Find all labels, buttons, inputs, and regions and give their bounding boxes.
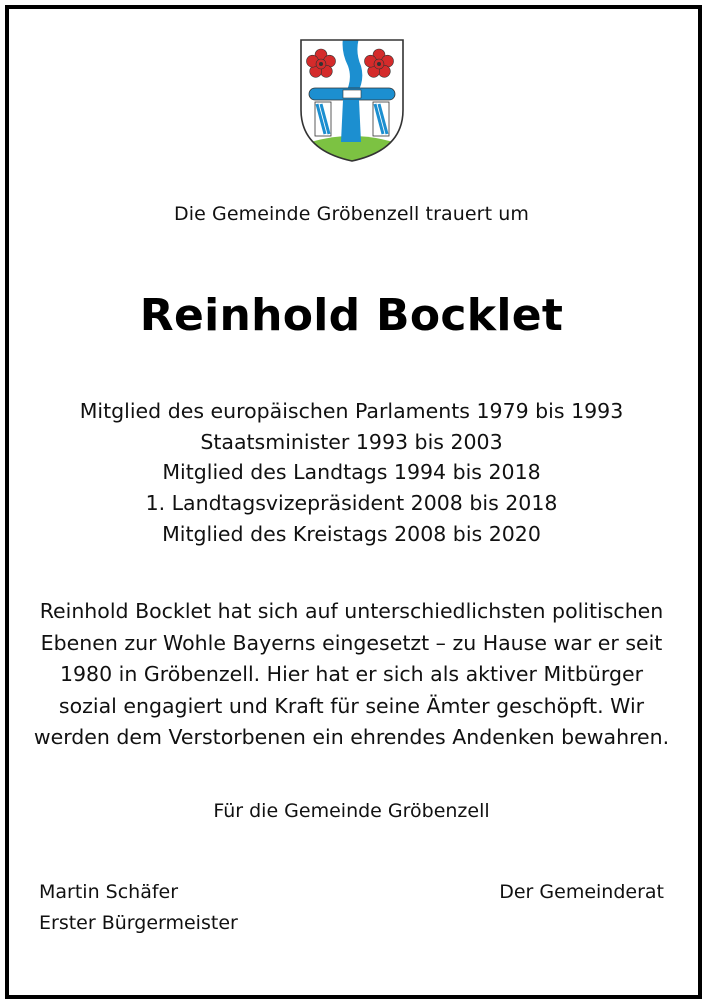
intro-text: Die Gemeinde Gröbenzell trauert um [173,203,530,225]
signature-council-name: Der Gemeinderat [499,881,664,903]
tribute-paragraph [30,596,673,754]
signature-council [499,877,664,908]
deceased-name: Reinhold Bocklet [139,290,564,341]
office-item: Mitglied des europäischen Parlaments 1979 bis 1993 [79,399,624,423]
signature-mayor [39,877,238,939]
tribute-line: Ebenen zur Wohle Bayerns eingesetzt – zu Hause war er seit [40,630,663,655]
tribute-line: werden dem Verstorbenen ein ehrendes Andenken bewahren. [33,725,670,749]
office-item: Mitglied des Landtags 1994 bis 2018 [162,460,541,485]
signoff-line: Für die Gemeinde Gröbenzell [213,800,490,822]
groebenzell-coat-of-arms-icon [299,38,405,163]
office-item: Staatsminister 1993 bis 2003 [200,429,503,454]
office-item: Mitglied des Kreistags 2008 bis 2020 [162,521,541,546]
signature-mayor-name: Martin Schäfer [39,881,179,903]
tribute-line: Reinhold Bocklet hat sich auf unterschiedlichsten politischen [39,599,664,623]
tribute-line: sozial engagiert und Kraft für seine Ämter geschöpft. Wir [58,693,645,718]
tribute-line: 1980 in Gröbenzell. Hier hat er sich als aktiver Mitbürger [59,662,644,686]
signature-mayor-title: Erster Bürgermeister [39,912,238,934]
office-item: 1. Landtagsvizepräsident 2008 bis 2018 [145,491,558,516]
offices-list [0,396,703,550]
